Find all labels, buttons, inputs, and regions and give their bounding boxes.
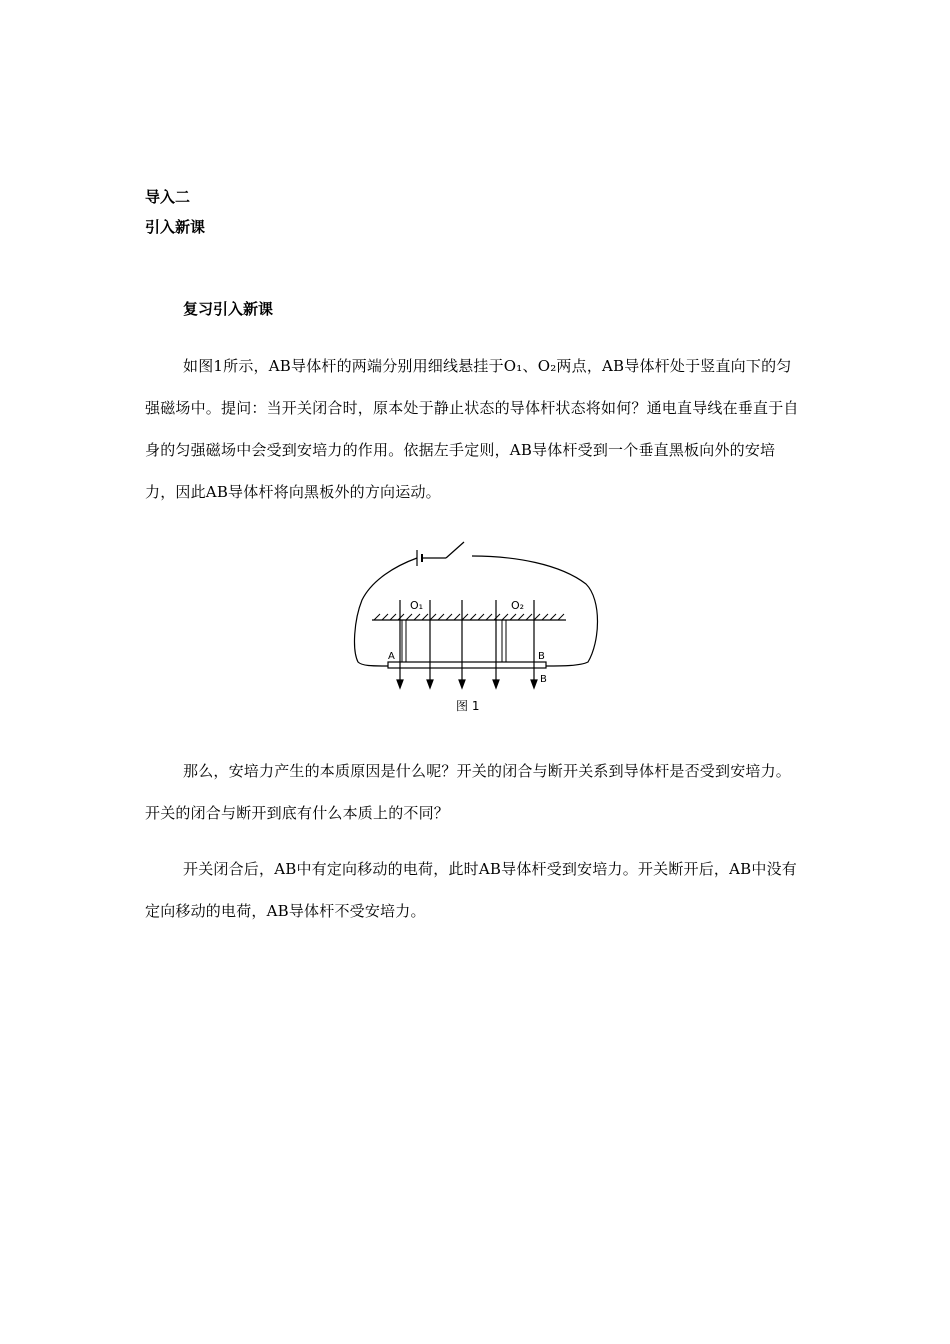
switch-lever [446,542,464,558]
ceiling-hatching [374,614,564,620]
subheading-review: 复习引入新课 [183,300,274,318]
heading-new-lesson: 引入新课 [145,218,206,236]
label-b-rod: B [538,651,545,662]
paragraph-question: 那么，安培力产生的本质原因是什么呢？开关的闭合与断开关系到导体杆是否受到安培力。开关的闭合与断开到底有什么本质上的不同？ [145,762,792,822]
conductor-rod-ab [388,662,546,668]
label-a: A [388,651,395,662]
magnetic-field-lines [397,600,537,688]
figure-1 [350,538,610,718]
label-o1: O₁ [410,599,424,612]
figure-caption: 图 1 [456,699,480,713]
paragraph-setup: 如图1所示，AB导体杆的两端分别用细线悬挂于O₁、O₂两点，AB导体杆处于竖直向下的匀强磁场中。提问：当开关闭合时，原本处于静止状态的导体杆状态将如何？通电直导线在垂直于自身的匀强磁场中会受到安培力的作用。依据左手定则，AB导体杆受到一个垂直黑板向外的安培力，因此AB导体杆将向黑板外的方向运动。 [145,357,799,501]
label-b-field: B [540,674,547,685]
label-o2: O₂ [511,599,525,612]
paragraph-answer: 开关闭合后，AB中有定向移动的电荷，此时AB导体杆受到安培力。开关断开后，AB中没有定向移动的电荷，AB导体杆不受安培力。 [145,860,797,920]
circuit-diagram [350,538,610,718]
heading-intro-two: 导入二 [145,188,191,206]
wire-left-loop [355,558,417,666]
wire-right-loop [472,556,598,666]
